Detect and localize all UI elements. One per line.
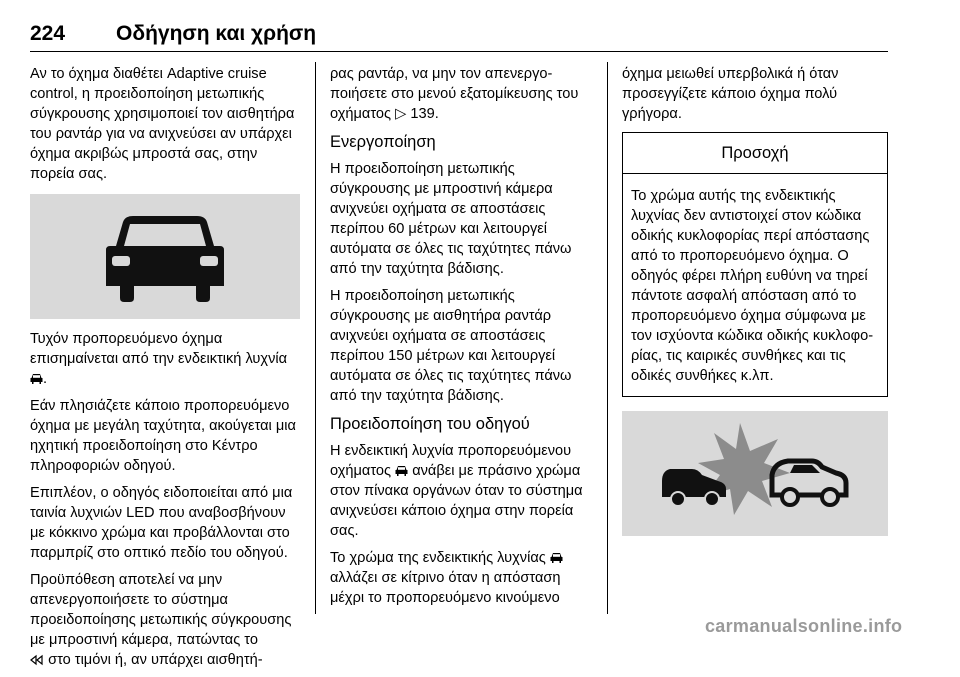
column-2	[330, 64, 596, 615]
caution-text: Το χρώμα αυτής της ενδεικτικής λυχνίας δεν αντιστοιχεί στον κώδικα οδικής κυκλοφορίας περί απόστασης από το προπορευόμενο όχημα. Ο οδηγός φέρει πλήρη ευθύνη να τηρεί πάντοτε ασφαλή απόσταση από το προπορευόμενο όχημα σύμφωνα με τον ισχύοντα κώδικα οδικής κυκλοφορίας, τις καιρικές συνθήκες και τις οδικές συνθήκες κ.λπ.	[631, 188, 874, 384]
paragraph: Επιπλέον, ο οδηγός ειδοποιείται από μια ταινία λυχνιών LED που αναβοσβήνουν με κόκκινο χρώμα και προβάλλονται στο παρμπρίζ στο οπτικό πεδίο του οδηγού.	[30, 485, 293, 561]
section-heading: Ενεργοποίηση	[330, 133, 436, 151]
section-heading: Προειδοποίηση του οδηγού	[330, 415, 530, 433]
paragraph: Το χρώμα της ενδεικτικής λυχνίας αλλάζει σε κίτρινο όταν η απόσταση μέχρι το προπορευόμενο κινούμενο	[330, 548, 596, 608]
collision-warning-button-icon	[30, 654, 44, 666]
page-number: 224	[30, 22, 66, 45]
paragraph: Εάν πλησιάζετε κάποιο προπορευόμενο όχημα με μεγάλη ταχύτητα, ακούγεται μια ηχητική προειδοποίηση στο Κέντρο πληροφοριών οδηγού.	[30, 398, 296, 474]
page-header	[30, 22, 888, 50]
caution-title: Προσοχή	[623, 133, 887, 174]
vehicle-ahead-icon	[30, 373, 43, 385]
paragraph: Προϋπόθεση αποτελεί να μην απενεργοποιήσετε το σύστημα προειδοποίησης μετωπικής σύγκρουσης με μπροστινή κάμερα, πατώντας το στο τιμόνι ή, αν υπάρχει αισθητή-	[30, 572, 292, 668]
vehicle-ahead-figure	[30, 194, 300, 319]
paragraph: Η προειδοποίηση μετωπικής σύγκρουσης με αισθητήρα ραντάρ ανιχνεύει οχήματα σε αποστάσεις περίπου 150 μέτρων και λειτουργεί αυτόματα σε όλες τις ταχύτητες πάνω από την ταχύτητα βάδισης.	[330, 288, 572, 404]
vehicle-ahead-icon	[30, 194, 300, 319]
collision-warning-icon	[622, 411, 888, 536]
caution-box	[622, 132, 888, 397]
vehicle-ahead-icon	[550, 552, 563, 564]
column-3	[622, 64, 888, 536]
column-divider	[315, 62, 316, 614]
column-1	[30, 64, 300, 677]
paragraph: Η ενδεικτική λυχνία προπορευόμενου οχήματος ανάβει με πράσινο χρώμα στον πίνακα οργάνων όταν το σύστημα ανιχνεύσει κάποιο όχημα στην πορεία σας.	[330, 443, 583, 539]
column-divider	[607, 62, 608, 614]
collision-warning-figure	[622, 411, 888, 536]
paragraph: Τυχόν προπορευόμενο όχημα επισημαίνεται από την ενδεικτική λυχνία .	[30, 331, 288, 387]
watermark: carmanualsonline.info	[705, 616, 903, 636]
page-reference-arrow-icon: ▷	[395, 106, 407, 122]
paragraph: όχημα μειωθεί υπερβολικά ή όταν προσεγγίζετε κάποιο όχημα πολύ γρήγορα.	[622, 66, 839, 122]
paragraph: ρας ραντάρ, να μην τον απενεργοποιήσετε στο μενού εξατομίκευσης του οχήματος ▷ 139.	[330, 66, 579, 122]
paragraph: Η προειδοποίηση μετωπικής σύγκρουσης με μπροστινή κάμερα ανιχνεύει οχήματα σε αποστάσεις περίπου 60 μέτρων και λειτουργεί αυτόματα σε όλες τις ταχύτητες πάνω από την ταχύτητα βάδισης.	[330, 161, 572, 277]
page-title: Οδήγηση και χρήση	[116, 22, 317, 45]
paragraph: Αν το όχημα διαθέτει Adaptive cruise control, η προειδοποίηση μετωπικής σύγκρουσης χρησιμοποιεί τον αισθητήρα του ραντάρ για να ανιχνεύσει αν υπάρχει όχημα ακριβώς μπροστά σας, στην πορεία σας.	[30, 66, 295, 182]
header-rule	[30, 51, 888, 52]
vehicle-ahead-icon	[395, 465, 408, 477]
